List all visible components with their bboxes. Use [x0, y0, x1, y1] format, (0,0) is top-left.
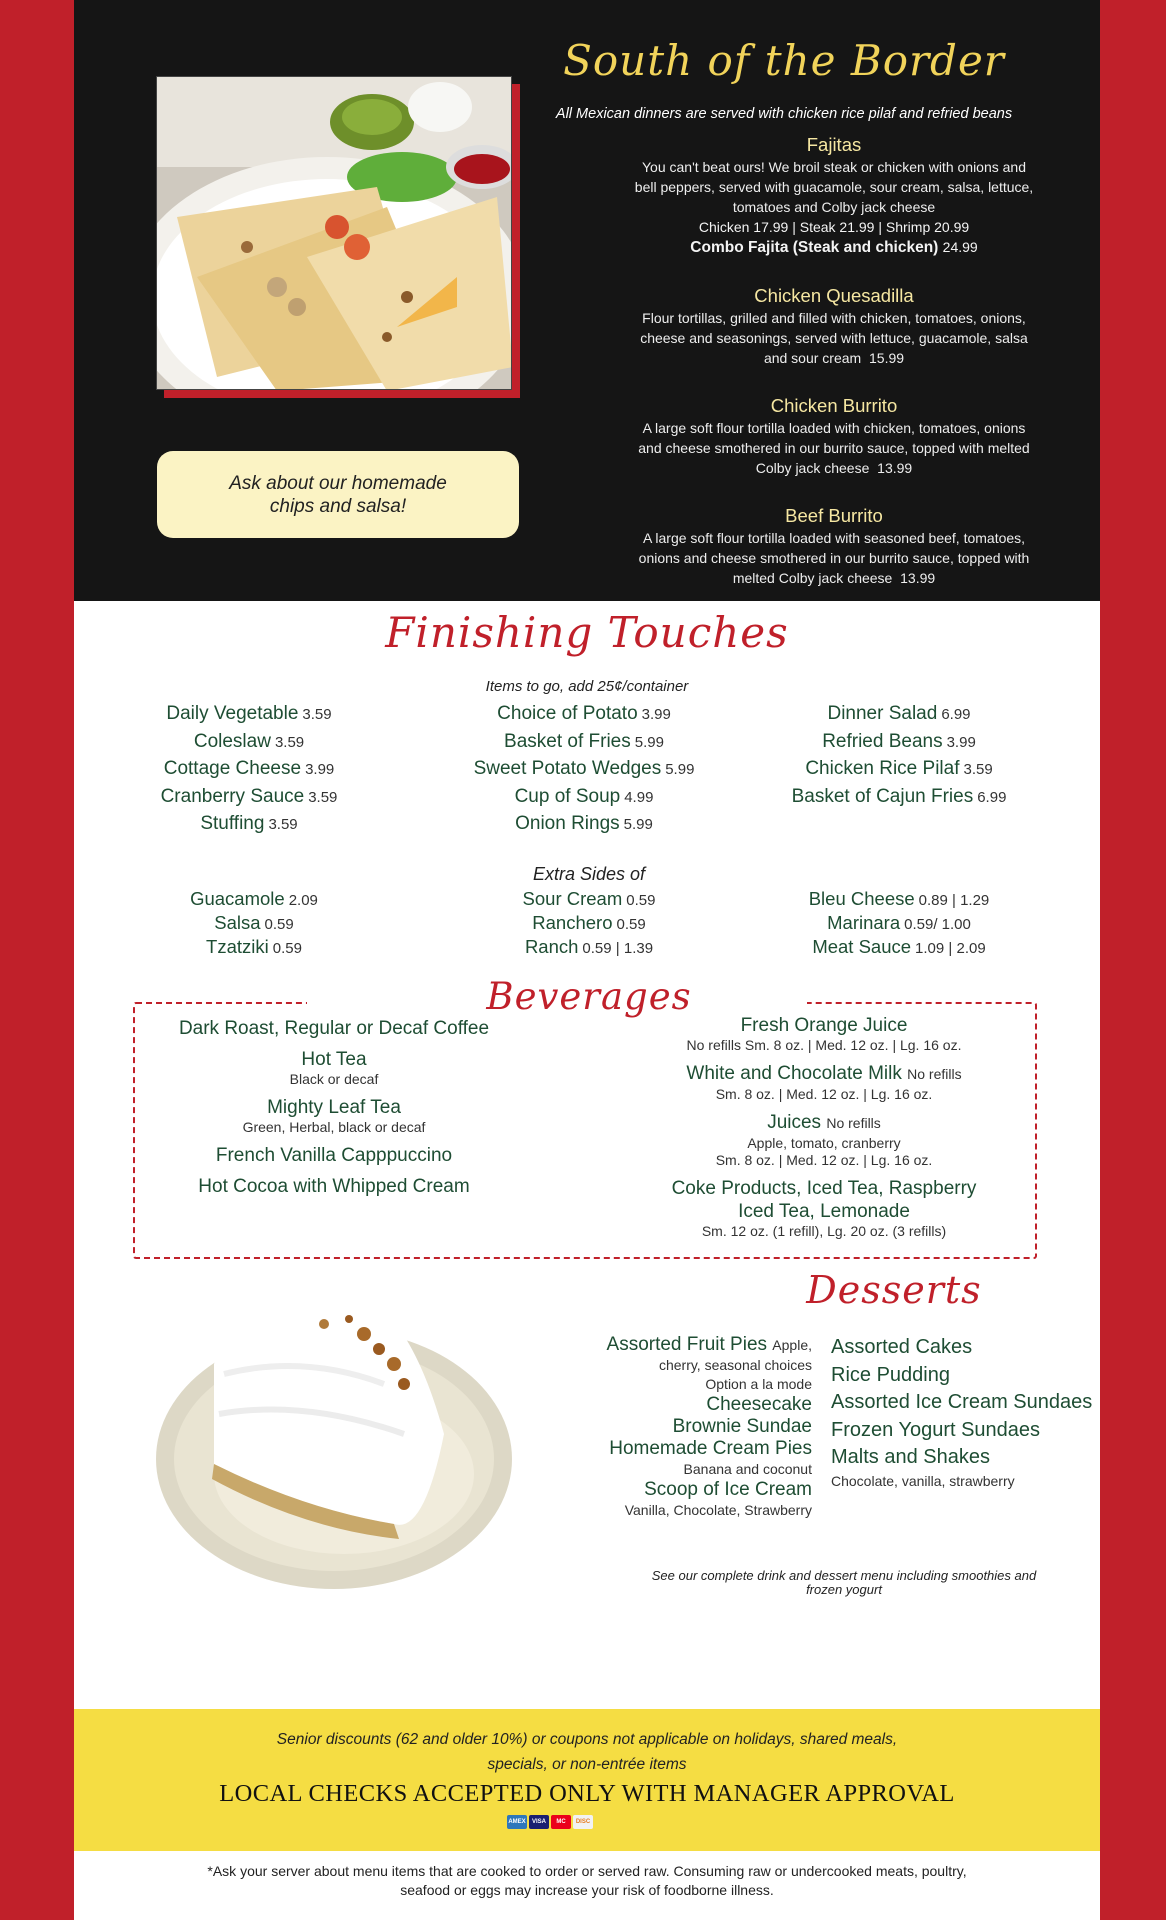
item-description: A large soft flour tortilla loaded with chicken, tomatoes, onions and cheese smothered in our burrito sauce, topped with melted Colby jack cheese 13.99	[638, 420, 1030, 476]
checks-policy: LOCAL CHECKS ACCEPTED ONLY WITH MANAGER APPROVAL	[219, 1780, 955, 1807]
dessert-malts-detail: Chocolate, vanilla, strawberry	[831, 1472, 1015, 1489]
combo-name: Combo Fajita (Steak and chicken)	[690, 239, 939, 256]
dessert-frozen-yogurt: Frozen Yogurt Sundaes	[831, 1418, 1041, 1441]
discover-card-icon: DISC	[573, 1815, 593, 1829]
side-item: Sweet Potato Wedges 5.99	[473, 758, 695, 779]
beverage-juices-sizes: Sm. 8 oz. | Med. 12 oz. | Lg. 16 oz.	[715, 1152, 933, 1168]
dessert-malts: Malts and Shakes	[831, 1446, 990, 1468]
side-item: Cup of Soup 4.99	[514, 785, 654, 807]
cream-pie-photo	[154, 1284, 534, 1604]
dessert-cream-pies-detail: Banana and coconut	[683, 1461, 812, 1477]
beverage-coke-line1: Coke Products, Iced Tea, Raspberry	[671, 1178, 977, 1199]
menu-item-fajitas	[634, 133, 1034, 258]
dessert-sundaes: Assorted Ice Cream Sundaes	[831, 1391, 1093, 1413]
menu-item-chicken-burrito	[634, 394, 1034, 478]
chips-salsa-callout	[157, 451, 519, 538]
extra-sides-heading: Extra Sides of	[532, 864, 646, 884]
side-item: Onion Rings 5.99	[515, 813, 653, 834]
item-name: Chicken Burrito	[770, 395, 898, 416]
dessert-scoop: Scoop of Ice Cream	[644, 1479, 812, 1500]
dessert-cakes: Assorted Cakes	[831, 1336, 973, 1358]
combo-price: 24.99	[942, 239, 978, 255]
beverage-cocoa: Hot Cocoa with Whipped Cream	[198, 1176, 470, 1197]
visa-card-icon: VISA	[529, 1815, 549, 1829]
dessert-fruit-pies-option: Option a la mode	[705, 1376, 812, 1392]
side-item: Cottage Cheese 3.99	[163, 758, 335, 779]
dessert-rice-pudding: Rice Pudding	[831, 1363, 950, 1386]
beverage-mighty-leaf-detail: Green, Herbal, black or decaf	[242, 1119, 426, 1135]
sides-column-2	[434, 701, 734, 839]
beverage-juices-flavors: Apple, tomato, cranberry	[747, 1135, 901, 1151]
side-item: Coleslaw 3.59	[193, 730, 305, 752]
mexican-dinner-list	[634, 133, 1034, 606]
payment-cards	[507, 1815, 593, 1829]
dinner-note: All Mexican dinners are served with chicken rice pilaf and refried beans	[555, 106, 1013, 122]
item-name: Chicken Quesadilla	[754, 285, 914, 306]
side-item: Refried Beans 3.99	[822, 730, 976, 752]
south-of-the-border-title: South of the Border	[563, 36, 1005, 85]
dessert-brownie-sundae: Brownie Sundae	[672, 1416, 812, 1437]
item-name: Fajitas	[806, 134, 862, 155]
dessert-cream-pies: Homemade Cream Pies	[609, 1438, 812, 1459]
beverage-milk-detail: Sm. 8 oz. | Med. 12 oz. | Lg. 16 oz.	[715, 1086, 933, 1102]
menu-item-chicken-quesadilla	[634, 284, 1034, 368]
item-prices: Chicken 17.99 | Steak 21.99 | Shrimp 20.99	[698, 219, 970, 235]
side-item: Daily Vegetable 3.59	[166, 703, 332, 724]
menu-page	[74, 0, 1100, 1920]
extra-sides-column-1	[144, 888, 364, 960]
desserts-title: Desserts	[806, 1268, 982, 1312]
dessert-fruit-pies: Assorted Fruit Pies Apple,	[606, 1334, 812, 1355]
side-item: Basket of Fries 5.99	[504, 730, 664, 752]
item-description: A large soft flour tortilla loaded with seasoned beef, tomatoes, onions and cheese smothered in our burrito sauce, topped with melted Colby jack cheese 13.99	[638, 530, 1030, 586]
extra-item: Tzatziki 0.59	[206, 936, 302, 957]
discount-policy: Senior discounts (62 and older 10%) or coupons not applicable on holidays, shared meals, specials, or non-entrée items	[276, 1731, 898, 1773]
beverage-coffee: Dark Roast, Regular or Decaf Coffee	[178, 1018, 490, 1039]
extra-sides-column-2	[454, 888, 724, 960]
dessert-cheesecake: Cheesecake	[706, 1394, 812, 1415]
side-item: Basket of Cajun Fries 6.99	[791, 785, 1007, 807]
desserts-column-2	[831, 1334, 1096, 1491]
side-item: Chicken Rice Pilaf 3.59	[805, 758, 993, 779]
side-item: Stuffing 3.59	[200, 813, 298, 834]
dessert-scoop-detail: Vanilla, Chocolate, Strawberry	[624, 1502, 812, 1518]
item-name: Beef Burrito	[785, 505, 883, 526]
chips-salsa-text: Ask about our homemade chips and salsa!	[229, 472, 447, 517]
food-safety-disclaimer: *Ask your server about menu items that are cooked to order or served raw. Consuming raw or undercooked meats, poultry, seafood or eggs may increase your risk of foodborne illness.	[207, 1863, 967, 1898]
item-price: 13.99	[877, 460, 913, 476]
to-go-note: Items to go, add 25¢/container	[485, 678, 689, 695]
side-item: Dinner Salad 6.99	[827, 703, 971, 724]
dessert-menu-note: See our complete drink and dessert menu including smoothies and frozen yogurt	[651, 1568, 1037, 1597]
extra-item: Ranchero 0.59	[532, 912, 646, 933]
beverage-milk: White and Chocolate Milk No refills	[686, 1063, 962, 1084]
extra-item: Ranch 0.59 | 1.39	[524, 936, 654, 957]
extra-item: Meat Sauce 1.09 | 2.09	[812, 936, 986, 957]
beverage-cappuccino: French Vanilla Capppuccino	[215, 1145, 453, 1166]
sides-column-1	[134, 701, 364, 839]
south-of-the-border-section	[74, 0, 1100, 601]
item-description: You can't beat ours! We broil steak or chicken with onions and bell peppers, served with guacamole, sour cream, salsa, lettuce, tomatoes and Colby jack cheese	[634, 159, 1034, 215]
extra-item: Guacamole 2.09	[190, 888, 318, 909]
extra-item: Marinara 0.59/ 1.00	[827, 912, 971, 933]
extra-sides-column-3	[764, 888, 1034, 960]
side-item: Choice of Potato 3.99	[497, 703, 671, 724]
beverage-orange-juice: Fresh Orange Juice	[740, 1015, 908, 1036]
dessert-fruit-pies-detail: cherry, seasonal choices	[658, 1357, 812, 1373]
sides-column-3	[774, 701, 1024, 811]
extra-item: Salsa 0.59	[214, 912, 294, 933]
mastercard-icon: MC	[551, 1815, 571, 1829]
extra-item: Sour Cream 0.59	[522, 888, 656, 909]
item-description: Flour tortillas, grilled and filled with chicken, tomatoes, onions, cheese and seasonings, served with lettuce, guacamole, salsa and sour cream 15.99	[640, 310, 1028, 366]
beverage-orange-juice-detail: No refills Sm. 8 oz. | Med. 12 oz. | Lg. 16 oz.	[686, 1037, 962, 1053]
beverage-juices: Juices No refills	[767, 1112, 881, 1133]
combo-fajita	[634, 237, 1034, 258]
beverage-coke-line2: Iced Tea, Lemonade	[738, 1201, 910, 1222]
extra-item: Bleu Cheese 0.89 | 1.29	[808, 888, 990, 909]
menu-item-beef-burrito	[634, 504, 1034, 588]
beverage-hot-tea-detail: Black or decaf	[289, 1071, 379, 1087]
quesadilla-photo	[156, 76, 512, 390]
item-price: 15.99	[869, 350, 905, 366]
beverages-title: Beverages	[454, 975, 724, 1018]
item-price: 13.99	[900, 570, 936, 586]
beverage-coke-detail: Sm. 12 oz. (1 refill), Lg. 20 oz. (3 refills)	[701, 1223, 947, 1239]
cold-beverages-list	[654, 1014, 994, 1240]
hot-beverages-list	[169, 1017, 499, 1198]
beverage-mighty-leaf: Mighty Leaf Tea	[267, 1097, 401, 1118]
desserts-column-1	[534, 1334, 812, 1520]
side-item: Cranberry Sauce 3.59	[160, 785, 338, 807]
amex-card-icon: AMEX	[507, 1815, 527, 1829]
finishing-touches-title: Finishing Touches	[385, 608, 789, 657]
beverage-hot-tea: Hot Tea	[301, 1049, 367, 1070]
